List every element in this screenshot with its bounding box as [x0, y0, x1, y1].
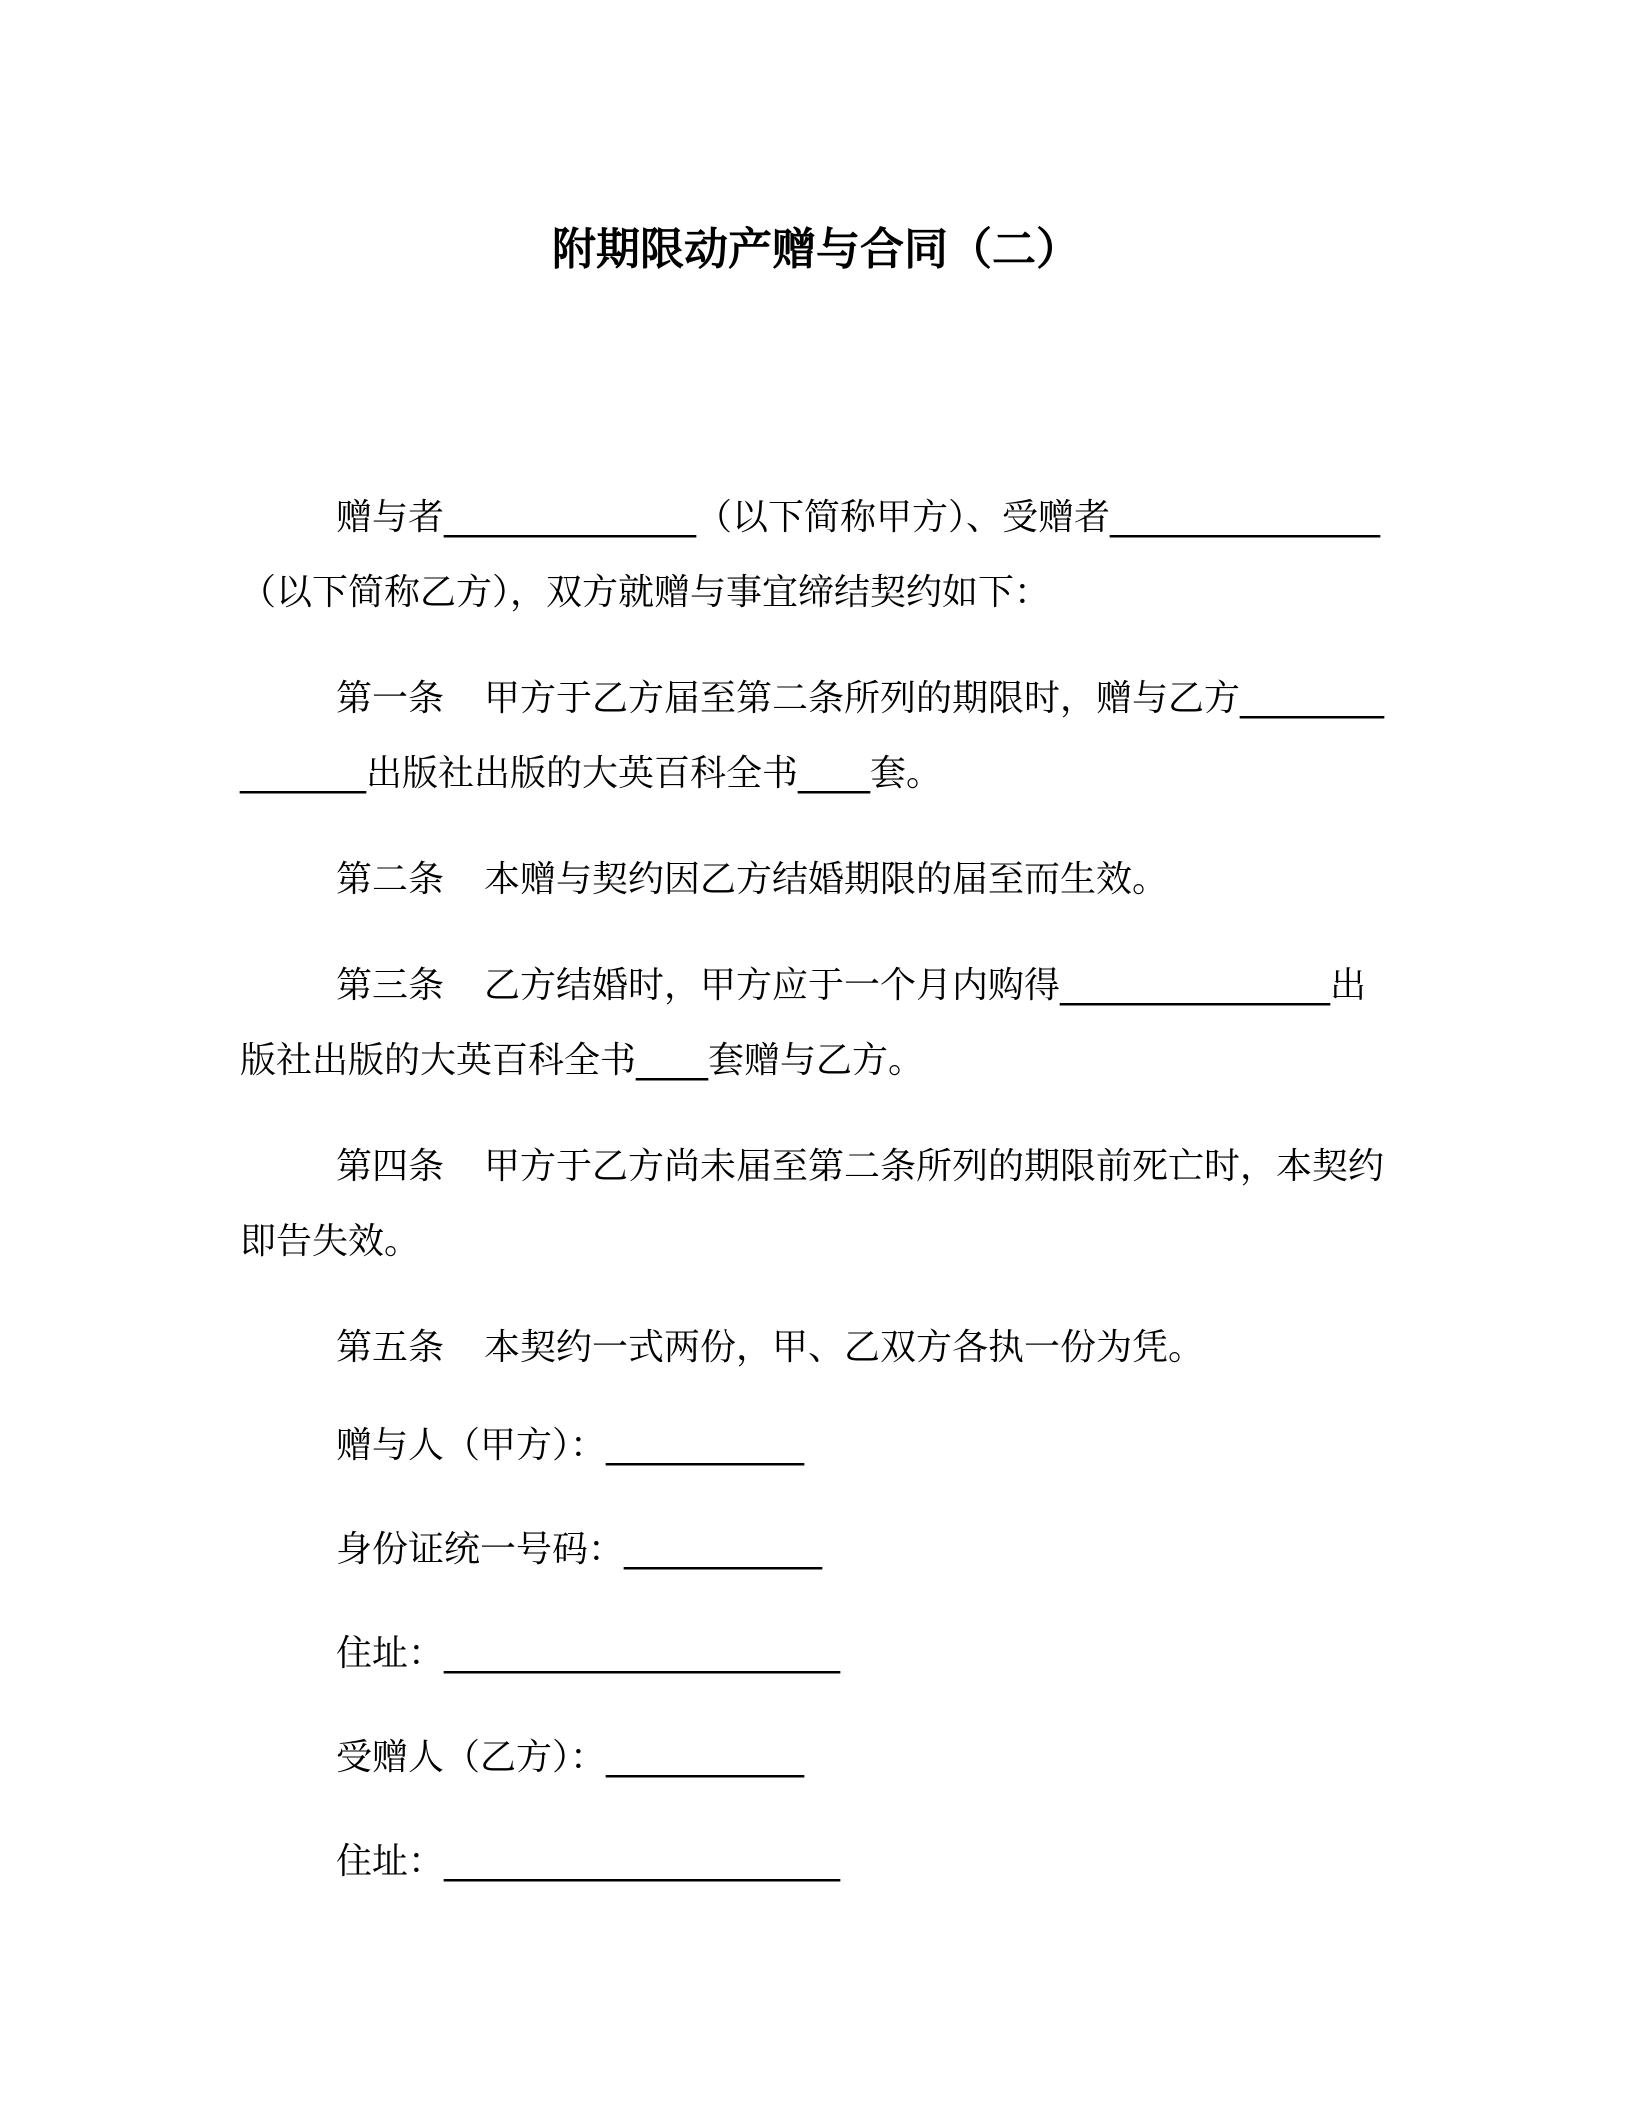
article-text: 甲方于乙方届至第二条所列的期限时，赠与乙方_______________出版社出版的大英百科全书____套。 [240, 678, 1385, 794]
article-label: 第四条 [336, 1146, 445, 1187]
article-3 [240, 948, 1395, 1098]
donor-address-line: 住址：______________________ [336, 1633, 841, 1674]
article-2 [240, 842, 1395, 917]
document-title: 附期限动产赠与合同（二） [552, 224, 1080, 275]
article-label: 第二条 [336, 859, 445, 900]
donor-id-line: 身份证统一号码：___________ [336, 1529, 823, 1570]
article-label: 第三条 [336, 965, 445, 1006]
article-4 [240, 1129, 1395, 1279]
donee-address-line: 住址：______________________ [336, 1841, 841, 1882]
donee-signature-line: 受赠人（乙方）：___________ [336, 1737, 805, 1778]
article-text: 乙方结婚时，甲方应于一个月内购得_______________出版社出版的大英百科全书____套赠与乙方。 [240, 965, 1367, 1081]
article-label: 第五条 [336, 1327, 445, 1368]
article-label: 第一条 [336, 678, 445, 719]
intro-paragraph: 赠与者______________（以下简称甲方）、受赠者_______________（以下简称乙方），双方就赠与事宜缔结契约如下： [240, 497, 1381, 613]
article-text: 本契约一式两份，甲、乙双方各执一份为凭。 [484, 1327, 1205, 1368]
article-5 [240, 1310, 1395, 1385]
article-1 [240, 661, 1395, 811]
article-text: 甲方于乙方尚未届至第二条所列的期限前死亡时，本契约即告失效。 [240, 1146, 1385, 1262]
donor-signature-line: 赠与人（甲方）：___________ [336, 1425, 805, 1466]
article-text: 本赠与契约因乙方结婚期限的届至而生效。 [484, 859, 1169, 900]
